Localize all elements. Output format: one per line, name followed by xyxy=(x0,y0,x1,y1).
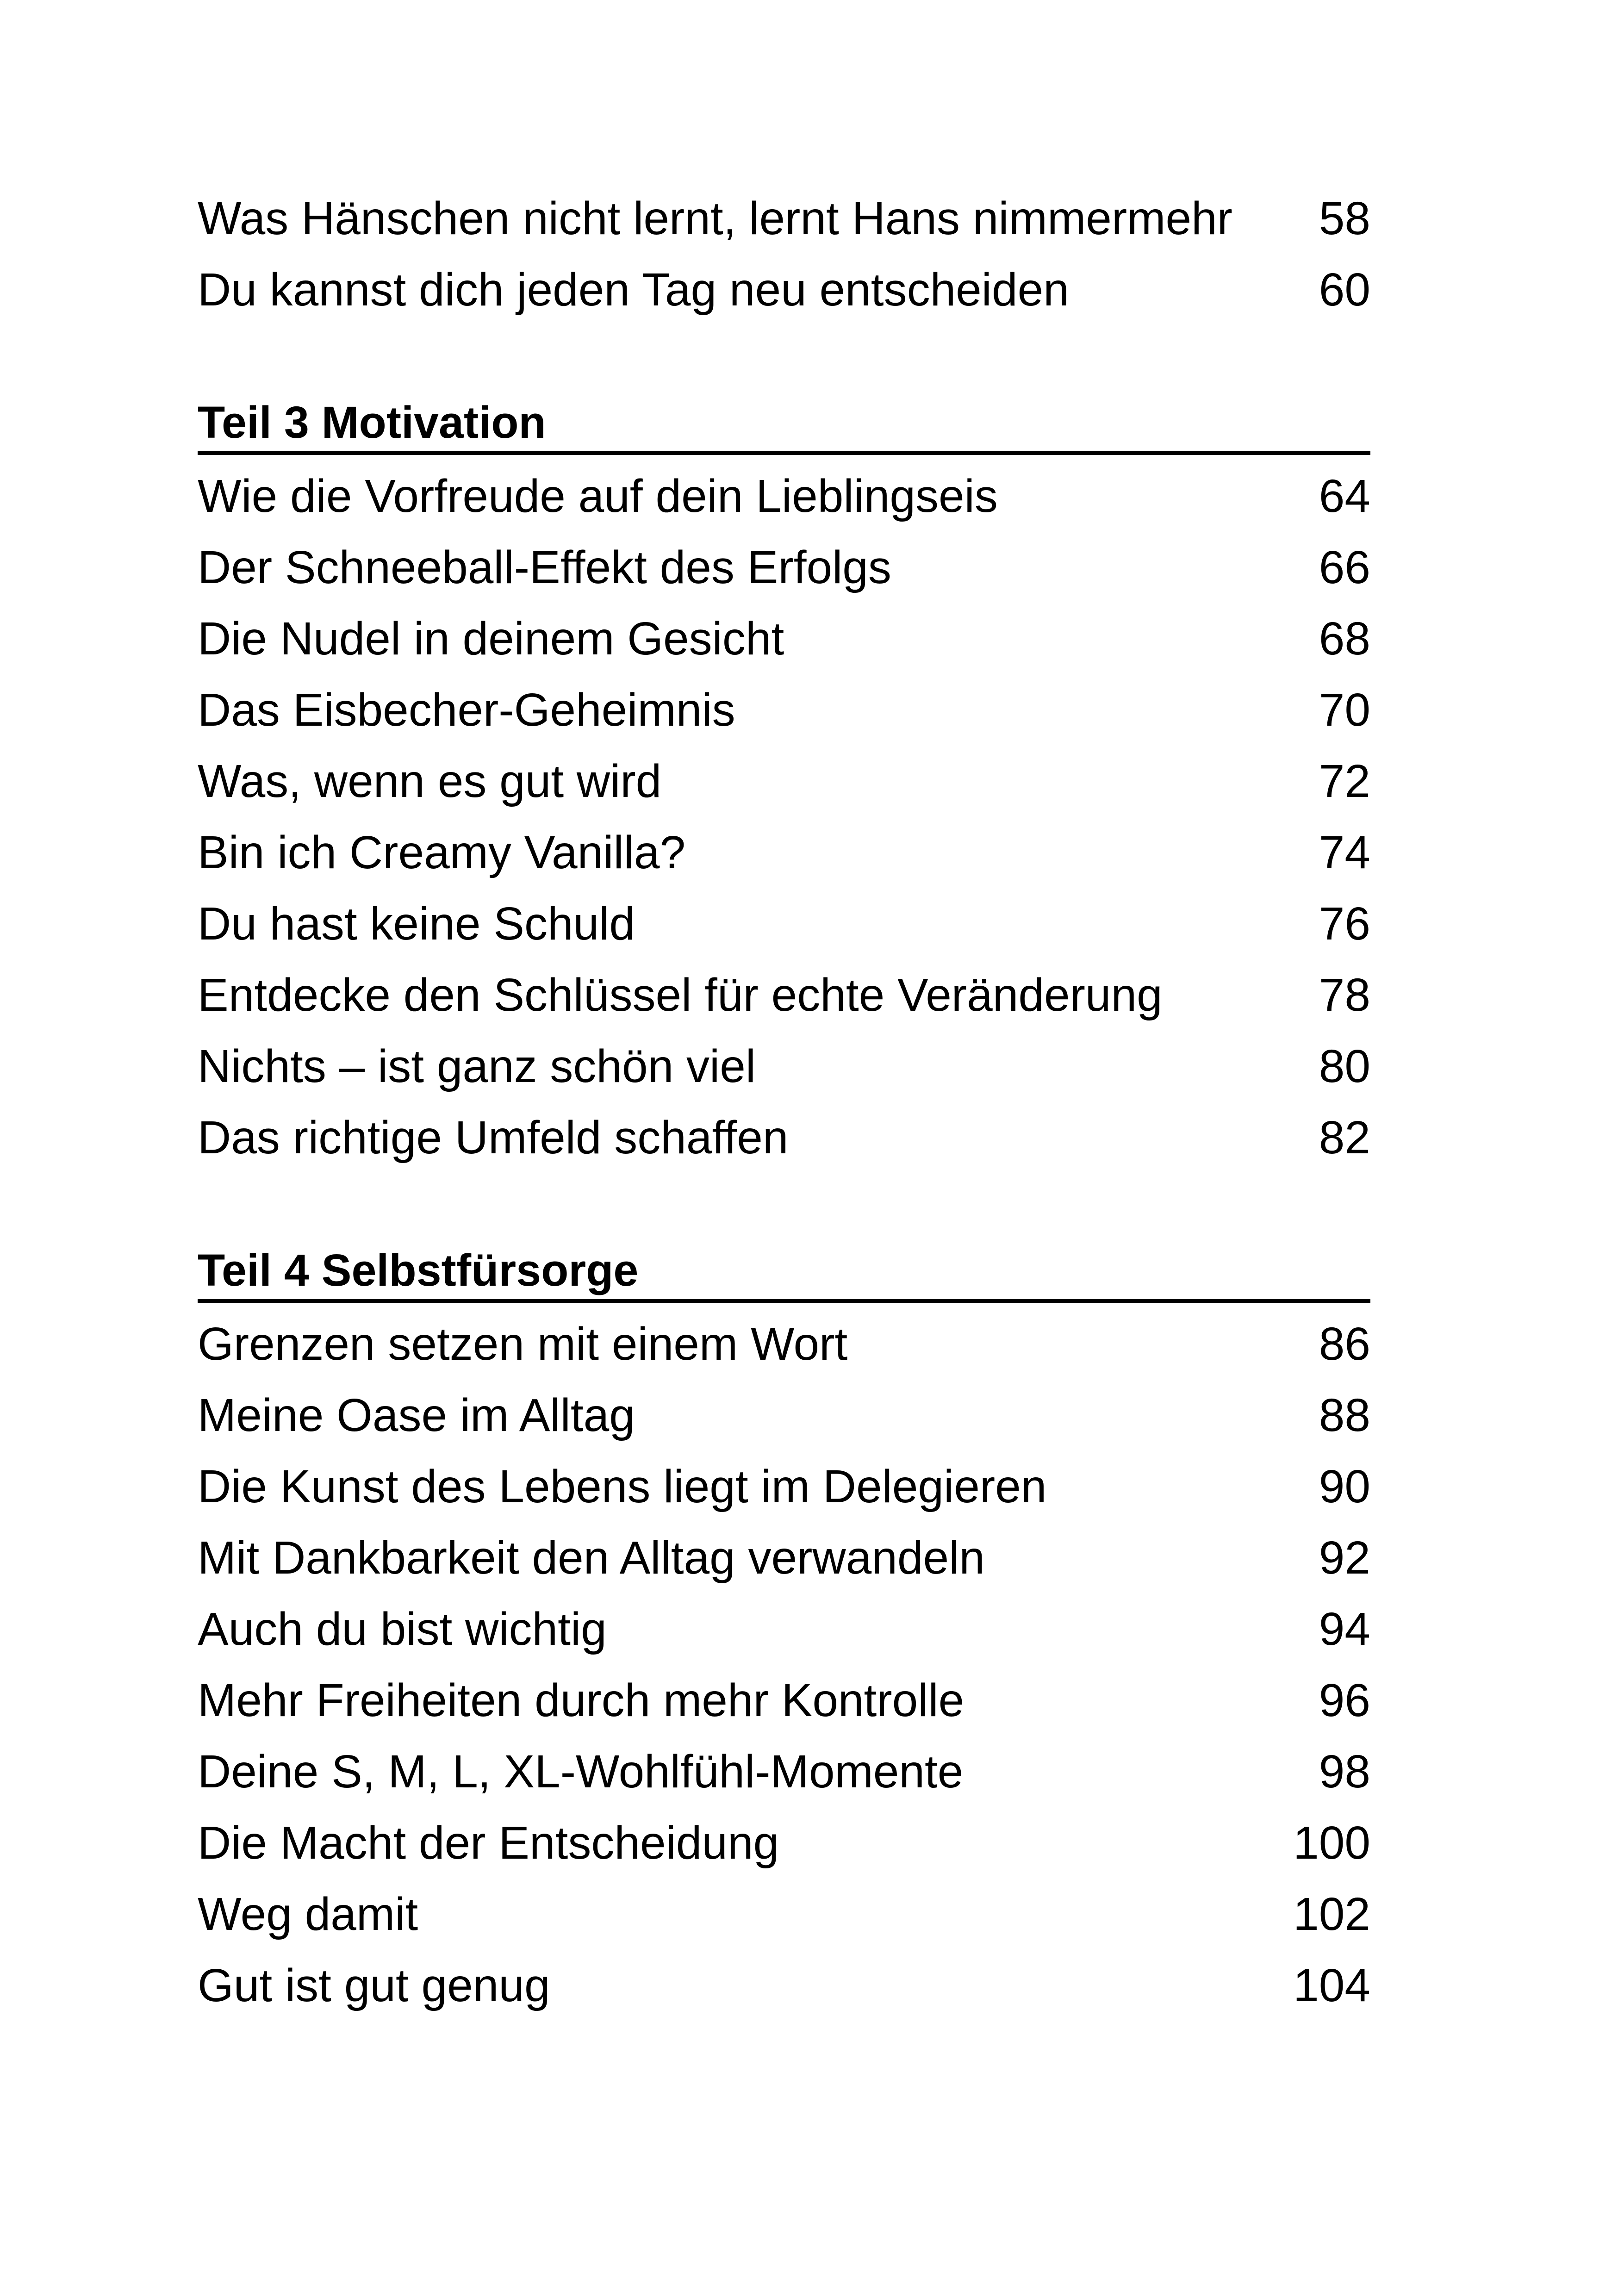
toc-entry-title: Weg damit xyxy=(198,1888,418,1940)
toc-entry-title: Nichts – ist ganz schön viel xyxy=(198,1040,756,1092)
toc-entry-page: 90 xyxy=(1319,1461,1370,1512)
toc-entry-title: Der Schneeball-Effekt des Erfolgs xyxy=(198,541,891,593)
toc-entry xyxy=(198,888,1370,959)
toc-entry xyxy=(198,1879,1370,1950)
toc-entry xyxy=(198,460,1370,532)
section-part-4 xyxy=(198,1244,1370,2021)
toc-entry-page: 66 xyxy=(1319,541,1370,593)
toc-entry-title: Bin ich Creamy Vanilla? xyxy=(198,827,686,878)
toc-entry xyxy=(198,183,1370,254)
toc-entry-page: 88 xyxy=(1319,1389,1370,1441)
toc-entry-title: Auch du bist wichtig xyxy=(198,1603,607,1655)
toc-entry xyxy=(198,1807,1370,1879)
toc-entry-title: Die Kunst des Lebens liegt im Delegieren xyxy=(198,1461,1047,1512)
toc-entry-page: 60 xyxy=(1319,264,1370,316)
toc-entry-title: Die Nudel in deinem Gesicht xyxy=(198,613,784,665)
toc-entry xyxy=(198,1593,1370,1665)
toc-entry-title: Du hast keine Schuld xyxy=(198,898,635,950)
section-spacer xyxy=(198,1173,1370,1244)
toc-entry-page: 96 xyxy=(1319,1674,1370,1726)
toc-entry xyxy=(198,532,1370,603)
toc-entry xyxy=(198,1665,1370,1736)
toc-entry-title: Grenzen setzen mit einem Wort xyxy=(198,1318,848,1370)
toc-entry xyxy=(198,603,1370,674)
toc-entry-title: Meine Oase im Alltag xyxy=(198,1389,635,1441)
toc-entry-page: 82 xyxy=(1319,1112,1370,1164)
toc-entry xyxy=(198,817,1370,888)
toc-entry xyxy=(198,1380,1370,1451)
toc-entry-title: Das Eisbecher-Geheimnis xyxy=(198,684,735,736)
toc-entry-title: Was Hänschen nicht lernt, lernt Hans nimmermehr xyxy=(198,193,1232,244)
section-heading: Teil 3 Motivation xyxy=(198,396,1370,455)
toc-entry-page: 86 xyxy=(1319,1318,1370,1370)
toc-entry-page: 68 xyxy=(1319,613,1370,665)
table-of-contents xyxy=(198,183,1370,2021)
toc-entry-title: Deine S, M, L, XL-Wohlfühl-Momente xyxy=(198,1746,964,1798)
toc-entry-title: Du kannst dich jeden Tag neu entscheiden xyxy=(198,264,1069,316)
toc-entry-page: 70 xyxy=(1319,684,1370,736)
toc-entry-title: Wie die Vorfreude auf dein Lieblingseis xyxy=(198,470,998,522)
toc-entry-page: 74 xyxy=(1319,827,1370,878)
toc-entry-title: Das richtige Umfeld schaffen xyxy=(198,1112,789,1164)
section-heading: Teil 4 Selbstfürsorge xyxy=(198,1244,1370,1303)
toc-entry-title: Mit Dankbarkeit den Alltag verwandeln xyxy=(198,1532,985,1584)
toc-entry-page: 76 xyxy=(1319,898,1370,950)
toc-entry xyxy=(198,746,1370,817)
toc-entry xyxy=(198,254,1370,325)
toc-entry-page: 58 xyxy=(1319,193,1370,244)
toc-entry-title: Gut ist gut genug xyxy=(198,1960,550,2011)
toc-entry xyxy=(198,1736,1370,1807)
section-part-3 xyxy=(198,396,1370,1173)
toc-entry xyxy=(198,1451,1370,1522)
toc-entry-page: 102 xyxy=(1293,1888,1370,1940)
toc-entry-page: 104 xyxy=(1293,1960,1370,2011)
toc-entry-title: Mehr Freiheiten durch mehr Kontrolle xyxy=(198,1674,965,1726)
section-spacer xyxy=(198,325,1370,396)
toc-entry-title: Entdecke den Schlüssel für echte Veränderung xyxy=(198,969,1163,1021)
toc-entry-page: 80 xyxy=(1319,1040,1370,1092)
toc-entry-page: 98 xyxy=(1319,1746,1370,1798)
toc-entry xyxy=(198,1102,1370,1173)
toc-entry xyxy=(198,1031,1370,1102)
intro-entry-list xyxy=(198,183,1370,325)
toc-entry-page: 100 xyxy=(1293,1817,1370,1869)
toc-entry-page: 64 xyxy=(1319,470,1370,522)
toc-entry xyxy=(198,1522,1370,1593)
toc-entry xyxy=(198,959,1370,1031)
toc-entry-title: Was, wenn es gut wird xyxy=(198,755,662,807)
toc-entry-page: 92 xyxy=(1319,1532,1370,1584)
toc-entry xyxy=(198,1308,1370,1380)
toc-entry-title: Die Macht der Entscheidung xyxy=(198,1817,779,1869)
toc-entry-page: 78 xyxy=(1319,969,1370,1021)
toc-entry-page: 94 xyxy=(1319,1603,1370,1655)
toc-entry xyxy=(198,1950,1370,2021)
toc-entry xyxy=(198,674,1370,746)
toc-entry-page: 72 xyxy=(1319,755,1370,807)
